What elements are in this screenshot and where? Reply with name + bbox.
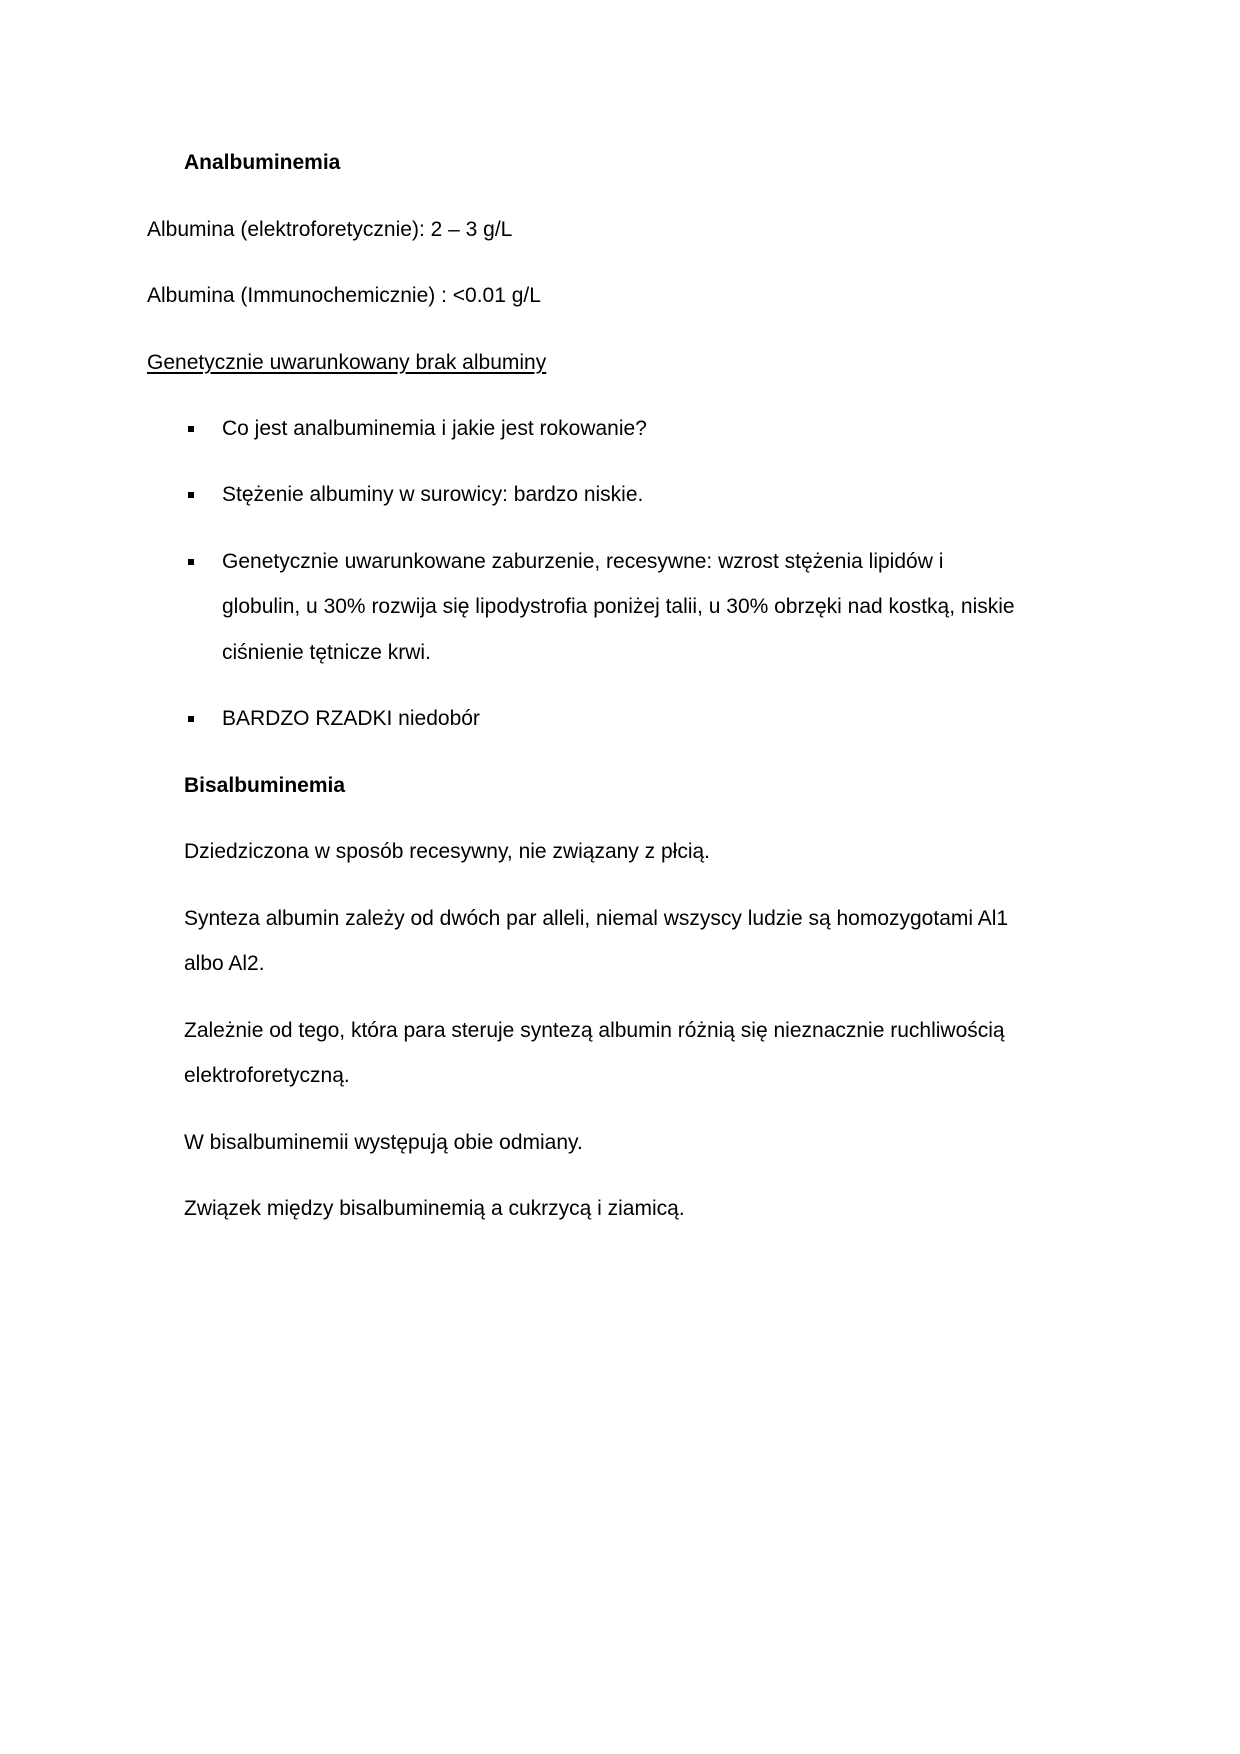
bullet-item: Stężenie albuminy w surowicy: bardzo niskie. bbox=[222, 483, 644, 506]
paragraph: Związek między bisalbuminemią a cukrzycą i ziamicą. bbox=[184, 1197, 685, 1220]
bullet-item-continuation: ciśnienie tętnicze krwi. bbox=[222, 641, 431, 664]
paragraph: Zależnie od tego, która para steruje syntezą albumin różnią się nieznacznie ruchliwością bbox=[184, 1019, 1005, 1042]
bullet-item: BARDZO RZADKI niedobór bbox=[222, 707, 480, 730]
paragraph-continuation: elektroforetyczną. bbox=[184, 1064, 350, 1087]
paragraph: Dziedziczona w sposób recesywny, nie związany z płcią. bbox=[184, 840, 711, 863]
paragraph: Synteza albumin zależy od dwóch par alleli, niemal wszyscy ludzie są homozygotami Al1 bbox=[184, 907, 1009, 930]
bullet-item: Co jest analbuminemia i jakie jest rokowanie? bbox=[222, 417, 647, 440]
bullet-item: Genetycznie uwarunkowane zaburzenie, recesywne: wzrost stężenia lipidów i bbox=[222, 550, 944, 573]
heading-analbuminemia: Analbuminemia bbox=[184, 151, 341, 174]
bullet-item-continuation: globulin, u 30% rozwija się lipodystrofia poniżej talii, u 30% obrzęki nad kostką, niskie bbox=[222, 595, 1015, 618]
subheading-genetic: Genetycznie uwarunkowany brak albuminy bbox=[147, 351, 547, 374]
bullet-icon bbox=[188, 426, 194, 432]
albumin-immunochemical-line: Albumina (Immunochemicznie) : <0.01 g/L bbox=[147, 284, 541, 307]
bullet-icon bbox=[188, 559, 194, 565]
paragraph: W bisalbuminemii występują obie odmiany. bbox=[184, 1131, 583, 1154]
heading-bisalbuminemia: Bisalbuminemia bbox=[184, 774, 346, 797]
bullet-icon bbox=[188, 716, 194, 722]
albumin-electrophoretic-line: Albumina (elektroforetycznie): 2 – 3 g/L bbox=[147, 218, 513, 241]
paragraph-continuation: albo Al2. bbox=[184, 952, 265, 975]
bullet-icon bbox=[188, 492, 194, 498]
